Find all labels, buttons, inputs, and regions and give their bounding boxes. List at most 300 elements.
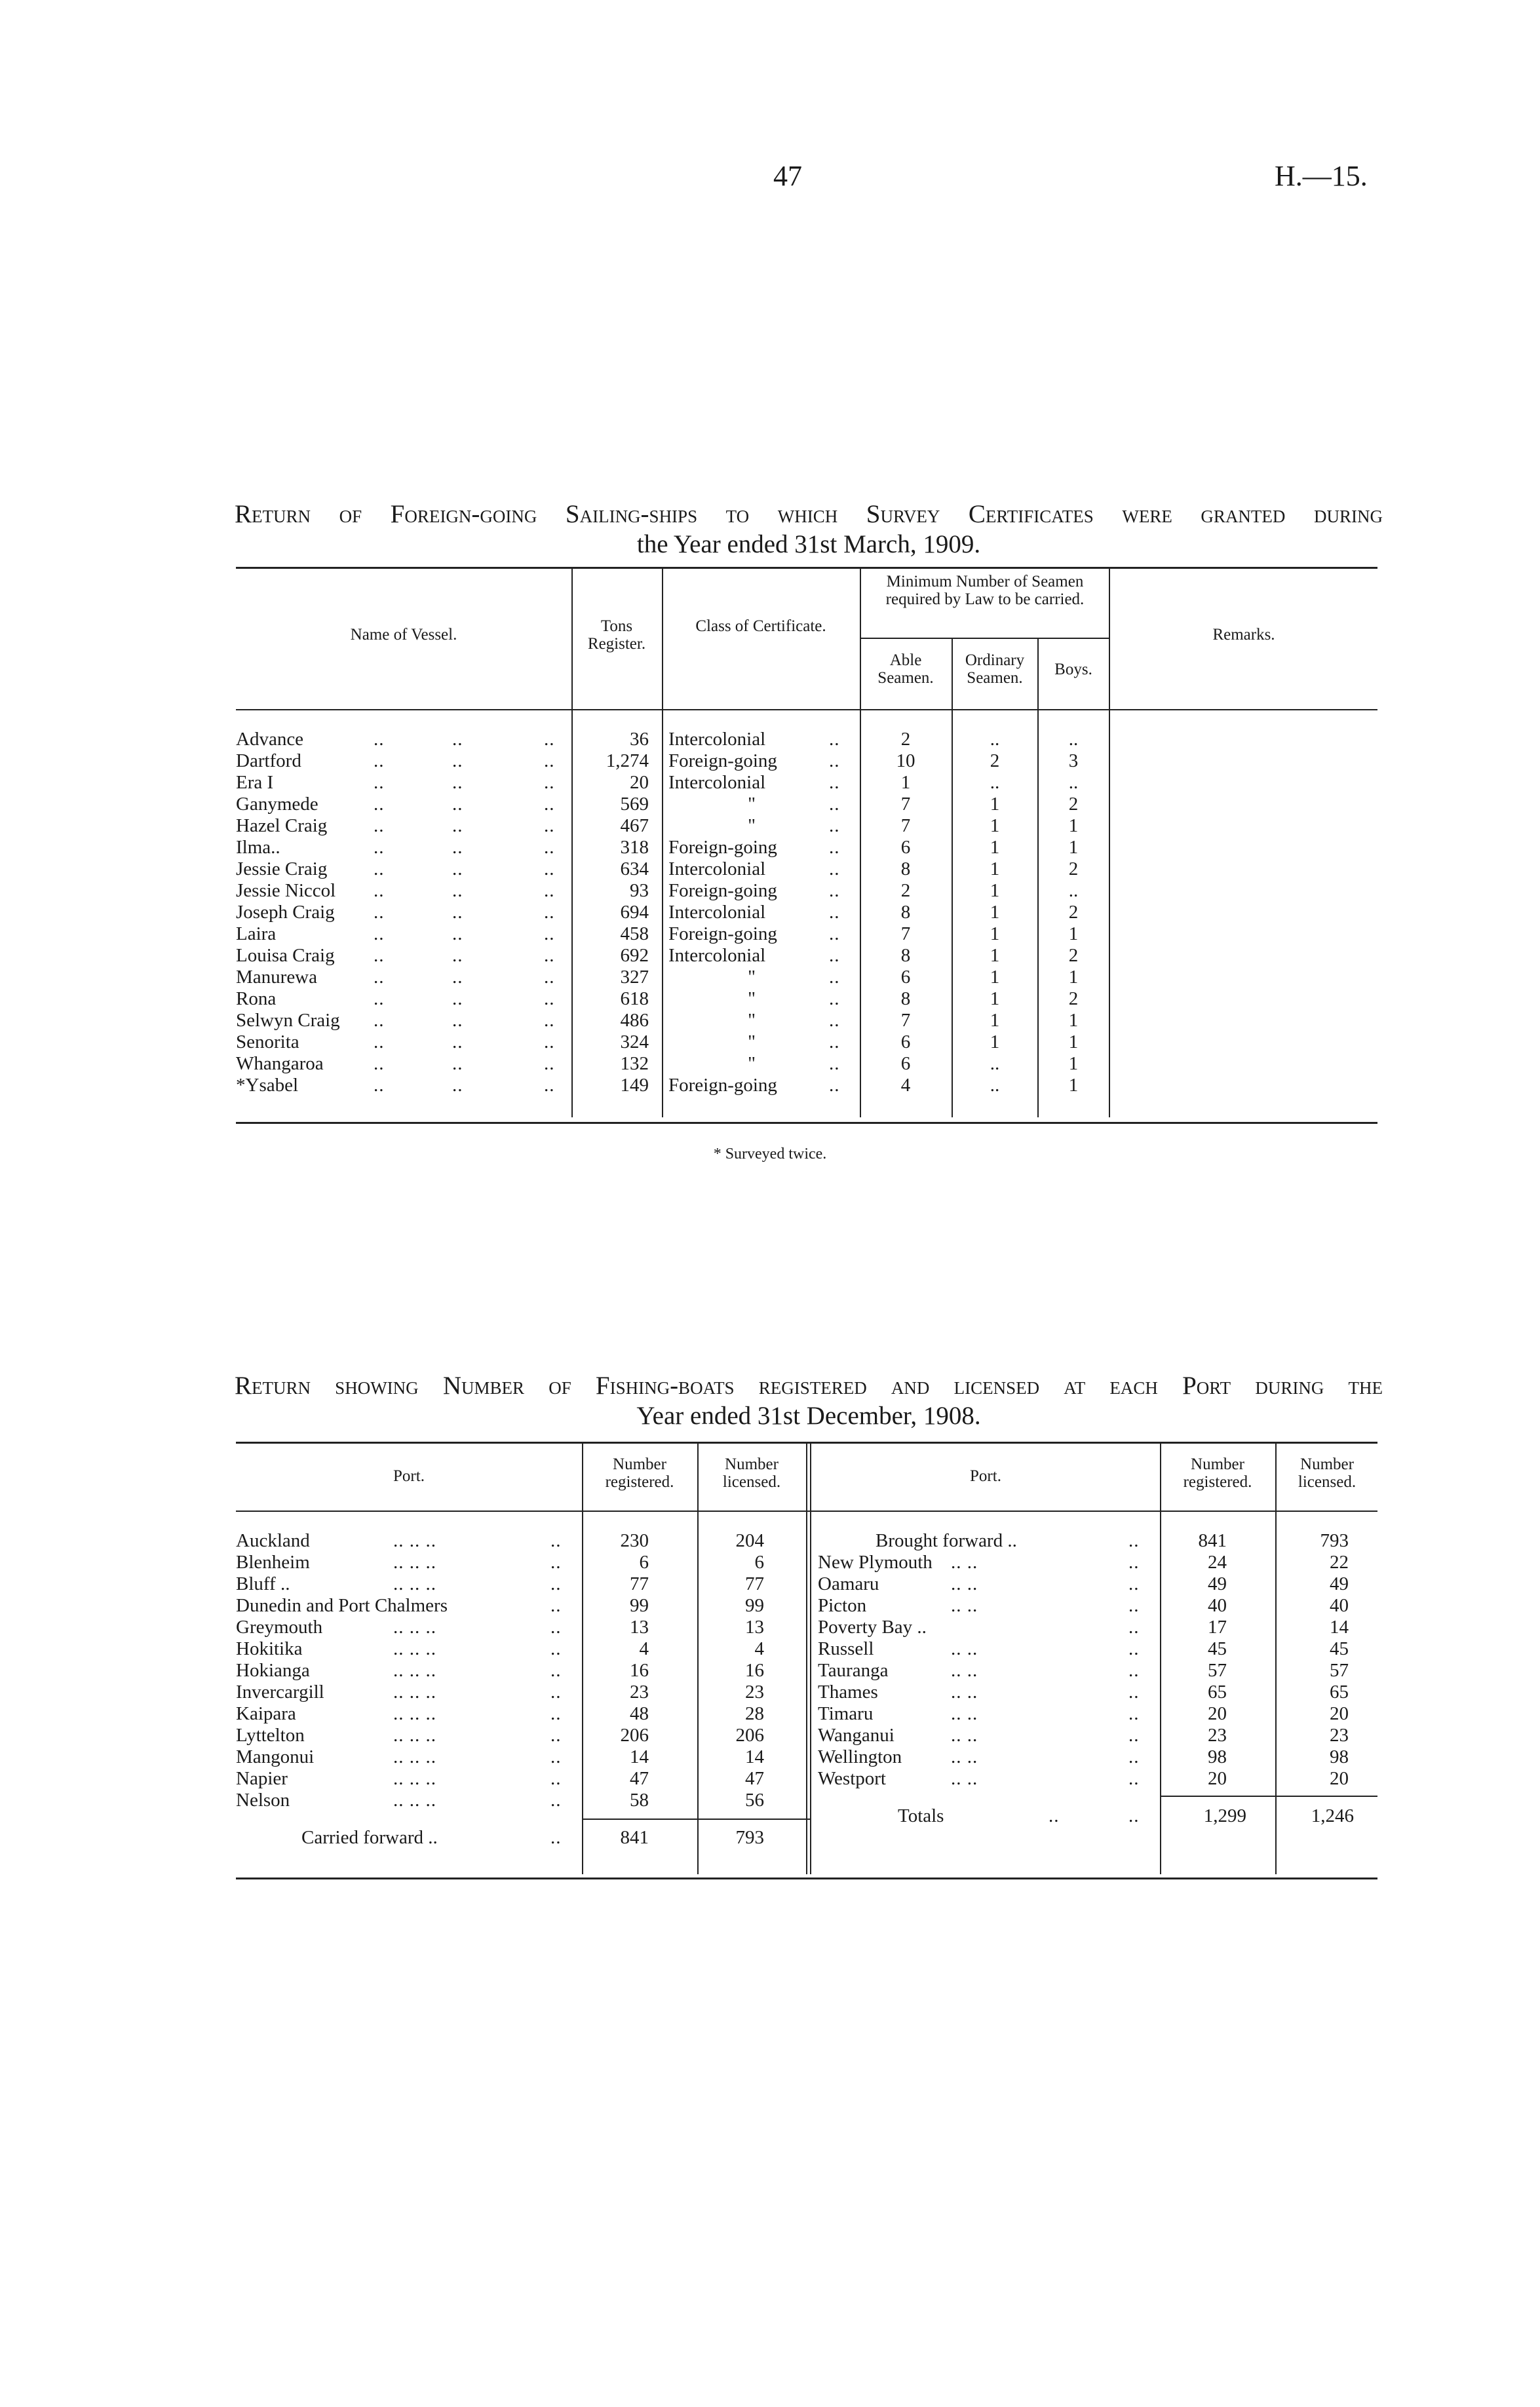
header-remarks: Remarks.: [1212, 626, 1275, 644]
leader-dots: ..: [1128, 1725, 1140, 1746]
leader-dots: ..: [374, 858, 385, 879]
leader-dots: ..: [452, 815, 463, 836]
leader-dots: ..: [544, 945, 555, 966]
number-registered: 6: [639, 1552, 649, 1573]
leader-dots: .. ..: [951, 1768, 978, 1789]
port-name: Tauranga: [818, 1660, 889, 1681]
port-name: Wellington: [818, 1746, 902, 1767]
number-licensed: 6: [754, 1552, 764, 1573]
number-registered: 58: [630, 1790, 649, 1811]
port-name: Poverty Bay ..: [818, 1617, 927, 1638]
header-class-of-certificate: Class of Certificate.: [695, 617, 826, 635]
leader-dots: .. ..: [951, 1746, 978, 1767]
tons-register: 318: [620, 837, 649, 858]
leader-dots: ..: [452, 1053, 463, 1074]
leader-dots: ..: [452, 750, 463, 771]
leader-dots: .. .. ..: [393, 1746, 436, 1767]
class-of-certificate: Foreign-going: [668, 750, 777, 771]
ordinary-seamen: 1: [990, 858, 1000, 879]
leader-dots: .. ..: [951, 1682, 978, 1703]
boys: 2: [1068, 858, 1079, 879]
leader-dots: ..: [550, 1595, 562, 1616]
port-name: New Plymouth: [818, 1552, 933, 1573]
port-name: Bluff ..: [236, 1573, 290, 1594]
ordinary-seamen: ..: [990, 772, 1000, 793]
boys: 1: [1068, 1031, 1079, 1052]
leader-dots: ..: [544, 858, 555, 879]
class-of-certificate: Foreign-going: [668, 923, 777, 944]
leader-dots: ..: [550, 1827, 562, 1848]
number-registered: 14: [630, 1746, 649, 1767]
class-of-certificate: ": [748, 988, 756, 1009]
number-registered: 45: [1208, 1638, 1227, 1659]
number-registered: 20: [1208, 1703, 1227, 1724]
number-licensed: 28: [745, 1703, 764, 1724]
leader-dots: ..: [829, 1075, 840, 1096]
port-name: Timaru: [818, 1703, 874, 1724]
able-seamen: 6: [900, 967, 911, 988]
table-top-rule: [236, 567, 1377, 569]
vessel-name: Manurewa: [236, 967, 318, 988]
table-bottom-rule: [236, 1877, 1377, 1879]
number-registered: 48: [630, 1703, 649, 1724]
port-name: Hokitika: [236, 1638, 303, 1659]
number-registered: 841: [1198, 1530, 1227, 1551]
leader-dots: ..: [1128, 1746, 1140, 1767]
leader-dots: ..: [374, 794, 385, 815]
able-seamen: 6: [900, 837, 911, 858]
leader-dots: ..: [374, 988, 385, 1009]
class-of-certificate: Foreign-going: [668, 880, 777, 901]
sailing-table-title: [235, 499, 1383, 560]
leader-dots: ..: [829, 880, 840, 901]
leader-dots: .. ..: [951, 1552, 978, 1573]
number-licensed: 23: [745, 1682, 764, 1703]
class-of-certificate: Intercolonial: [668, 772, 766, 793]
leader-dots: ..: [374, 1031, 385, 1052]
vessel-name: Ilma..: [236, 837, 280, 858]
leader-dots: .. .. ..: [393, 1530, 436, 1551]
ordinary-seamen: 1: [990, 1031, 1000, 1052]
header-port-left: Port.: [393, 1467, 425, 1485]
leader-dots: .. .. ..: [393, 1703, 436, 1724]
leader-dots: ..: [452, 837, 463, 858]
number-registered: 20: [1208, 1768, 1227, 1789]
port-name: Oamaru: [818, 1573, 879, 1594]
able-seamen: 8: [900, 945, 911, 966]
leader-dots: ..: [829, 750, 840, 771]
header-tons-register: Tons Register.: [587, 617, 646, 653]
ordinary-seamen: 1: [990, 837, 1000, 858]
leader-dots: ..: [829, 988, 840, 1009]
leader-dots: .. .. ..: [393, 1768, 436, 1789]
number-licensed: 14: [1330, 1617, 1349, 1638]
class-of-certificate: Intercolonial: [668, 858, 766, 879]
able-seamen: 8: [900, 858, 911, 879]
sailing-title-line2: the Year ended 31st March, 1909.: [636, 530, 981, 558]
number-registered: 98: [1208, 1746, 1227, 1767]
leader-dots: ..: [374, 1075, 385, 1096]
leader-dots: ..: [1128, 1638, 1140, 1659]
leader-dots: ..: [550, 1682, 562, 1703]
leader-dots: ..: [374, 837, 385, 858]
leader-dots: ..: [550, 1790, 562, 1811]
header-minimum-seamen: Minimum Number of Seamen required by Law to be carried.: [885, 573, 1085, 608]
carried-forward-label: Carried forward ..: [301, 1827, 438, 1848]
leader-dots: ..: [374, 729, 385, 750]
able-seamen: 7: [900, 1010, 911, 1031]
sailing-ships-table: [236, 564, 1377, 1127]
number-licensed: 14: [745, 1746, 764, 1767]
leader-dots: ..: [374, 815, 385, 836]
number-registered: 99: [630, 1595, 649, 1616]
leader-dots: .. .. ..: [393, 1790, 436, 1811]
fishing-title-line1: Return showing Number of Fishing-boats registered and licensed at each Port during the: [235, 1372, 1383, 1400]
number-licensed: 47: [745, 1768, 764, 1789]
tons-register: 458: [620, 923, 649, 944]
leader-dots: .. .. ..: [393, 1552, 436, 1573]
leader-dots: ..: [452, 945, 463, 966]
number-registered: 57: [1208, 1660, 1227, 1681]
port-name: Dunedin and Port Chalmers: [236, 1595, 448, 1616]
leader-dots: ..: [829, 794, 840, 815]
port-name: Thames: [818, 1682, 878, 1703]
vessel-name: *Ysabel: [236, 1075, 299, 1096]
header-port-right: Port.: [970, 1467, 1001, 1485]
port-name: Russell: [818, 1638, 874, 1659]
vessel-name: Selwyn Craig: [236, 1010, 340, 1031]
port-name: Picton: [818, 1595, 867, 1616]
leader-dots: ..: [452, 1031, 463, 1052]
number-licensed: 56: [745, 1790, 764, 1811]
number-licensed: 206: [735, 1725, 764, 1746]
leader-dots: ..: [1128, 1703, 1140, 1724]
port-name: Nelson: [236, 1790, 290, 1811]
boys: 2: [1068, 902, 1079, 923]
number-licensed: 13: [745, 1617, 764, 1638]
ordinary-seamen: ..: [990, 1053, 1000, 1074]
port-name: Lyttelton: [236, 1725, 305, 1746]
leader-dots: ..: [829, 902, 840, 923]
leader-dots: ..: [1128, 1682, 1140, 1703]
fishing-boats-table: [236, 1438, 1377, 1884]
boys: 2: [1068, 794, 1079, 815]
vessel-name: Louisa Craig: [236, 945, 335, 966]
tons-register: 20: [630, 772, 649, 793]
leader-dots: ..: [452, 858, 463, 879]
leader-dots: ..: [1128, 1552, 1140, 1573]
totals-registered: 1,299: [1203, 1805, 1246, 1826]
class-of-certificate: Intercolonial: [668, 902, 766, 923]
leader-dots: .. .. ..: [393, 1660, 436, 1681]
leader-dots: ..: [544, 1031, 555, 1052]
leader-dots: .. ..: [951, 1703, 978, 1724]
leader-dots: ..: [374, 880, 385, 901]
ordinary-seamen: 1: [990, 945, 1000, 966]
number-registered: 13: [630, 1617, 649, 1638]
number-registered: 40: [1208, 1595, 1227, 1616]
totals-licensed: 1,246: [1311, 1805, 1354, 1826]
leader-dots: ..: [544, 1010, 555, 1031]
number-licensed: 57: [1330, 1660, 1349, 1681]
number-registered: 49: [1208, 1573, 1227, 1594]
number-licensed: 22: [1330, 1552, 1349, 1573]
boys: 1: [1068, 1053, 1079, 1074]
leader-dots: ..: [452, 729, 463, 750]
number-registered: 230: [620, 1530, 649, 1551]
leader-dots: ..: [544, 902, 555, 923]
leader-dots: ..: [452, 794, 463, 815]
leader-dots: ..: [544, 815, 555, 836]
able-seamen: 2: [900, 880, 911, 901]
leader-dots: ..: [1128, 1530, 1140, 1551]
header-ordinary-seamen: Ordinary Seamen.: [965, 651, 1025, 687]
leader-dots: .. ..: [951, 1660, 978, 1681]
ordinary-seamen: ..: [990, 729, 1000, 750]
leader-dots: ..: [544, 1075, 555, 1096]
port-name: Brought forward ..: [876, 1530, 1017, 1551]
leader-dots: ..: [544, 923, 555, 944]
vessel-name: Dartford: [236, 750, 301, 771]
ordinary-seamen: 1: [990, 902, 1000, 923]
leader-dots: ..: [829, 967, 840, 988]
leader-dots: ..: [374, 750, 385, 771]
boys: 1: [1068, 1075, 1079, 1096]
class-of-certificate: Intercolonial: [668, 729, 766, 750]
leader-dots: ..: [374, 923, 385, 944]
leader-dots: ..: [452, 1075, 463, 1096]
leader-dots: ..: [544, 729, 555, 750]
number-licensed: 4: [754, 1638, 764, 1659]
boys: ..: [1068, 880, 1079, 901]
tons-register: 569: [620, 794, 649, 815]
leader-dots: ..: [1128, 1805, 1140, 1826]
boys: ..: [1068, 729, 1079, 750]
sailing-title-line1: Return of Foreign-going Sailing-ships to which Survey Certificates were granted during: [235, 500, 1383, 528]
number-registered: 23: [630, 1682, 649, 1703]
leader-dots: ..: [1128, 1595, 1140, 1616]
able-seamen: 4: [900, 1075, 911, 1096]
document-reference: H.—15.: [1275, 160, 1368, 192]
number-licensed: 98: [1330, 1746, 1349, 1767]
able-seamen: 1: [900, 772, 911, 793]
able-seamen: 8: [900, 988, 911, 1009]
ordinary-seamen: 1: [990, 794, 1000, 815]
number-licensed: 204: [735, 1530, 764, 1551]
port-name: Greymouth: [236, 1617, 323, 1638]
number-licensed: 45: [1330, 1638, 1349, 1659]
number-registered: 17: [1208, 1617, 1227, 1638]
tons-register: 149: [620, 1075, 649, 1096]
leader-dots: ..: [374, 1053, 385, 1074]
totals-label: Totals: [898, 1805, 944, 1826]
tons-register: 618: [620, 988, 649, 1009]
header-bottom-rule: [236, 709, 1377, 710]
leader-dots: .. .. ..: [393, 1573, 436, 1594]
header-able-seamen: Able Seamen.: [877, 651, 934, 687]
tons-register: 93: [630, 880, 649, 901]
leader-dots: ..: [550, 1552, 562, 1573]
ordinary-seamen: 1: [990, 923, 1000, 944]
tons-register: 324: [620, 1031, 649, 1052]
header-licensed-right: Number licensed.: [1298, 1455, 1357, 1491]
number-registered: 77: [630, 1573, 649, 1594]
ordinary-seamen: 1: [990, 880, 1000, 901]
number-licensed: 20: [1330, 1768, 1349, 1789]
class-of-certificate: ": [748, 967, 756, 988]
port-name: Wanganui: [818, 1725, 895, 1746]
boys: 1: [1068, 1010, 1079, 1031]
leader-dots: .. .. ..: [393, 1725, 436, 1746]
leader-dots: .. ..: [951, 1725, 978, 1746]
fishing-left-rows: [236, 1530, 810, 1877]
class-of-certificate: Foreign-going: [668, 1075, 777, 1096]
vessel-name: Joseph Craig: [236, 902, 335, 923]
able-seamen: 6: [900, 1053, 911, 1074]
leader-dots: .. .. ..: [393, 1682, 436, 1703]
ordinary-seamen: 1: [990, 1010, 1000, 1031]
class-of-certificate: ": [748, 1053, 756, 1074]
leader-dots: ..: [374, 945, 385, 966]
boys: 3: [1068, 750, 1079, 771]
number-registered: 206: [620, 1725, 649, 1746]
leader-dots: ..: [374, 772, 385, 793]
ordinary-seamen: 1: [990, 967, 1000, 988]
class-of-certificate: ": [748, 1031, 756, 1052]
header-name-of-vessel: Name of Vessel.: [350, 626, 457, 644]
number-licensed: 793: [1320, 1530, 1349, 1551]
leader-dots: ..: [452, 902, 463, 923]
leader-dots: ..: [550, 1660, 562, 1681]
leader-dots: ..: [452, 967, 463, 988]
class-of-certificate: ": [748, 1010, 756, 1031]
class-of-certificate: Foreign-going: [668, 837, 777, 858]
vessel-name: Whangaroa: [236, 1053, 324, 1074]
tons-register: 634: [620, 858, 649, 879]
port-name: Mangonui: [236, 1746, 315, 1767]
leader-dots: .. ..: [951, 1638, 978, 1659]
number-licensed: 49: [1330, 1573, 1349, 1594]
tons-register: 486: [620, 1010, 649, 1031]
port-name: Kaipara: [236, 1703, 296, 1724]
leader-dots: ..: [829, 1031, 840, 1052]
tons-register: 694: [620, 902, 649, 923]
leader-dots: ..: [452, 1010, 463, 1031]
boys: 1: [1068, 923, 1079, 944]
number-registered: 23: [1208, 1725, 1227, 1746]
boys: ..: [1068, 772, 1079, 793]
boys: 1: [1068, 837, 1079, 858]
leader-dots: .. ..: [951, 1595, 978, 1616]
ordinary-seamen: ..: [990, 1075, 1000, 1096]
port-name: Auckland: [236, 1530, 310, 1551]
leader-dots: ..: [1128, 1617, 1140, 1638]
leader-dots: .. .. ..: [393, 1617, 436, 1638]
leader-dots: ..: [550, 1573, 562, 1594]
ordinary-seamen: 1: [990, 988, 1000, 1009]
leader-dots: ..: [829, 1053, 840, 1074]
leader-dots: ..: [544, 837, 555, 858]
header-boys: Boys.: [1054, 661, 1092, 678]
leader-dots: ..: [550, 1617, 562, 1638]
vessel-name: Senorita: [236, 1031, 299, 1052]
leader-dots: ..: [544, 794, 555, 815]
leader-dots: ..: [374, 967, 385, 988]
carried-forward-registered: 841: [620, 1827, 649, 1848]
leader-dots: ..: [829, 729, 840, 750]
port-name: Invercargill: [236, 1682, 324, 1703]
class-of-certificate: Intercolonial: [668, 945, 766, 966]
port-name: Blenheim: [236, 1552, 310, 1573]
tons-register: 132: [620, 1053, 649, 1074]
fishing-table-title: [235, 1371, 1383, 1431]
leader-dots: ..: [829, 945, 840, 966]
leader-dots: ..: [550, 1530, 562, 1551]
leader-dots: ..: [374, 902, 385, 923]
vessel-name: Jessie Niccol: [236, 880, 336, 901]
page-number: 47: [773, 160, 802, 192]
vessel-name: Era I: [236, 772, 274, 793]
vessel-name: Laira: [236, 923, 277, 944]
leader-dots: ..: [550, 1703, 562, 1724]
number-licensed: 16: [745, 1660, 764, 1681]
vessel-name: Advance: [236, 729, 304, 750]
able-seamen: 7: [900, 923, 911, 944]
tons-register: 36: [630, 729, 649, 750]
header-registered-left: Number registered.: [605, 1455, 674, 1491]
leader-dots: ..: [544, 967, 555, 988]
class-of-certificate: ": [748, 815, 756, 836]
leader-dots: ..: [829, 772, 840, 793]
number-licensed: 65: [1330, 1682, 1349, 1703]
leader-dots: ..: [1128, 1573, 1140, 1594]
able-seamen: 8: [900, 902, 911, 923]
port-name: Hokianga: [236, 1660, 310, 1681]
vessel-name: Jessie Craig: [236, 858, 328, 879]
leader-dots: .. .. ..: [393, 1638, 436, 1659]
leader-dots: ..: [544, 1053, 555, 1074]
able-seamen: 6: [900, 1031, 911, 1052]
leader-dots: ..: [829, 923, 840, 944]
tons-register: 692: [620, 945, 649, 966]
class-of-certificate: ": [748, 794, 756, 815]
able-seamen: 7: [900, 794, 911, 815]
leader-dots: ..: [829, 858, 840, 879]
leader-dots: ..: [829, 1010, 840, 1031]
number-registered: 4: [639, 1638, 649, 1659]
vessel-name: Hazel Craig: [236, 815, 328, 836]
leader-dots: ..: [452, 880, 463, 901]
tons-register: 1,274: [606, 750, 649, 771]
tons-register: 327: [620, 967, 649, 988]
leader-dots: ..: [1128, 1768, 1140, 1789]
table-bottom-rule: [236, 1122, 1377, 1124]
number-licensed: 23: [1330, 1725, 1349, 1746]
ordinary-seamen: 2: [990, 750, 1000, 771]
header-licensed-left: Number licensed.: [722, 1455, 781, 1491]
carried-forward-licensed: 793: [735, 1827, 764, 1848]
leader-dots: ..: [550, 1768, 562, 1789]
port-name: Napier: [236, 1768, 288, 1789]
number-licensed: 40: [1330, 1595, 1349, 1616]
header-registered-right: Number registered.: [1183, 1455, 1252, 1491]
leader-dots: ..: [544, 750, 555, 771]
boys: 2: [1068, 945, 1079, 966]
number-registered: 16: [630, 1660, 649, 1681]
fishing-title-line2: Year ended 31st December, 1908.: [636, 1402, 981, 1430]
number-licensed: 99: [745, 1595, 764, 1616]
leader-dots: ..: [452, 923, 463, 944]
